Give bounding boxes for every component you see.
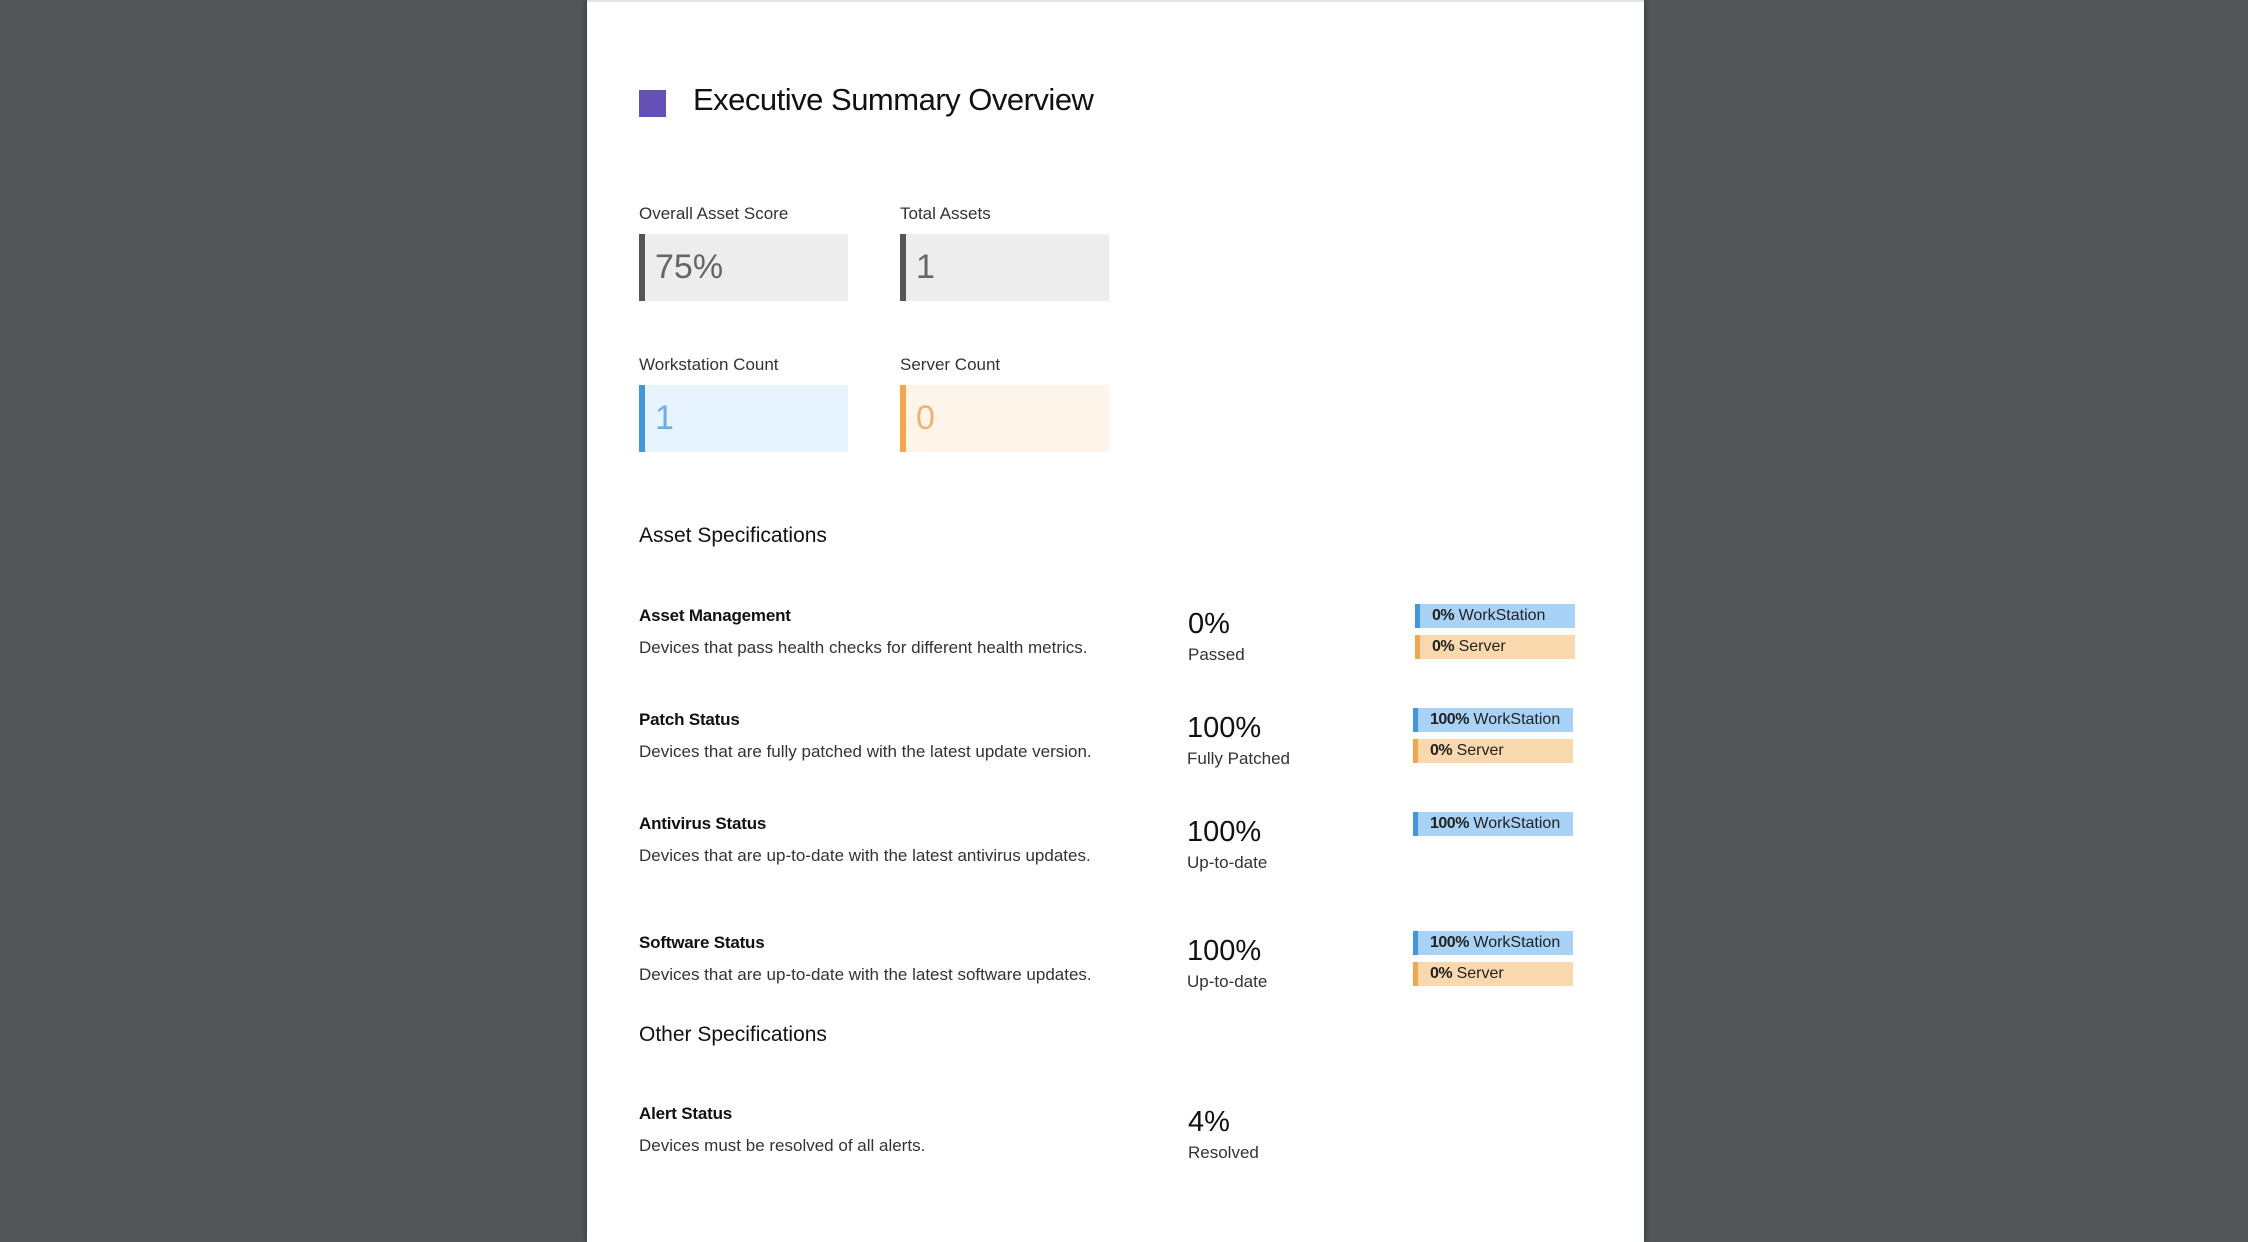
patch-status-title: Patch Status: [639, 710, 740, 729]
patch-status-status: Fully Patched: [1187, 749, 1290, 768]
badge-percent: 0%: [1430, 742, 1453, 759]
workstation-count-value: 1: [639, 385, 848, 452]
badge-label: Server: [1456, 742, 1504, 759]
badge-percent: 0%: [1432, 607, 1455, 624]
asset-management-value: 0%: [1188, 608, 1230, 640]
asset-specifications-heading: Asset Specifications: [639, 524, 827, 547]
page-title: Executive Summary Overview: [693, 82, 1094, 117]
badge-label: Server: [1458, 638, 1506, 655]
alert-status-value: 4%: [1188, 1106, 1230, 1138]
overall-asset-score-label: Overall Asset Score: [639, 204, 789, 223]
report-page: [587, 0, 1644, 1242]
total-assets-value: 1: [900, 234, 1109, 301]
asset-management-server-badge: [1415, 635, 1575, 659]
title-square-icon: [639, 90, 666, 117]
alert-status-status: Resolved: [1188, 1143, 1259, 1162]
asset-management-status: Passed: [1188, 645, 1245, 664]
antivirus-status-status: Up-to-date: [1187, 853, 1268, 872]
badge-percent: 100%: [1430, 934, 1469, 951]
software-status-server-badge: [1413, 962, 1573, 986]
badge-percent: 100%: [1430, 815, 1469, 832]
software-status-value: 100%: [1187, 935, 1262, 967]
workstation-count-label: Workstation Count: [639, 355, 779, 374]
asset-management-title: Asset Management: [639, 606, 791, 625]
server-count-value: 0: [900, 385, 1109, 452]
alert-status-description: Devices must be resolved of all alerts.: [639, 1136, 926, 1155]
patch-status-description: Devices that are fully patched with the latest update version.: [639, 742, 1092, 761]
patch-status-value: 100%: [1187, 712, 1262, 744]
antivirus-status-workstation-badge: [1413, 812, 1573, 836]
software-status-status: Up-to-date: [1187, 972, 1268, 991]
total-assets-label: Total Assets: [900, 204, 991, 223]
antivirus-status-value: 100%: [1187, 816, 1262, 848]
badge-percent: 0%: [1430, 965, 1453, 982]
software-status-description: Devices that are up-to-date with the latest software updates.: [639, 965, 1092, 984]
overall-asset-score-value: 75%: [639, 234, 848, 301]
badge-percent: 100%: [1430, 711, 1469, 728]
software-status-workstation-badge: [1413, 931, 1573, 955]
badge-label: WorkStation: [1473, 711, 1561, 728]
other-specifications-heading: Other Specifications: [639, 1023, 827, 1046]
badge-label: WorkStation: [1458, 607, 1546, 624]
alert-status-title: Alert Status: [639, 1104, 733, 1123]
server-count-label: Server Count: [900, 355, 1001, 374]
antivirus-status-title: Antivirus Status: [639, 814, 767, 833]
badge-percent: 0%: [1432, 638, 1455, 655]
badge-label: Server: [1456, 965, 1504, 982]
asset-management-workstation-badge: [1415, 604, 1575, 628]
software-status-title: Software Status: [639, 933, 765, 952]
badge-label: WorkStation: [1473, 934, 1561, 951]
badge-label: WorkStation: [1473, 815, 1561, 832]
asset-management-description: Devices that pass health checks for different health metrics.: [639, 638, 1088, 657]
patch-status-server-badge: [1413, 739, 1573, 763]
antivirus-status-description: Devices that are up-to-date with the latest antivirus updates.: [639, 846, 1091, 865]
patch-status-workstation-badge: [1413, 708, 1573, 732]
